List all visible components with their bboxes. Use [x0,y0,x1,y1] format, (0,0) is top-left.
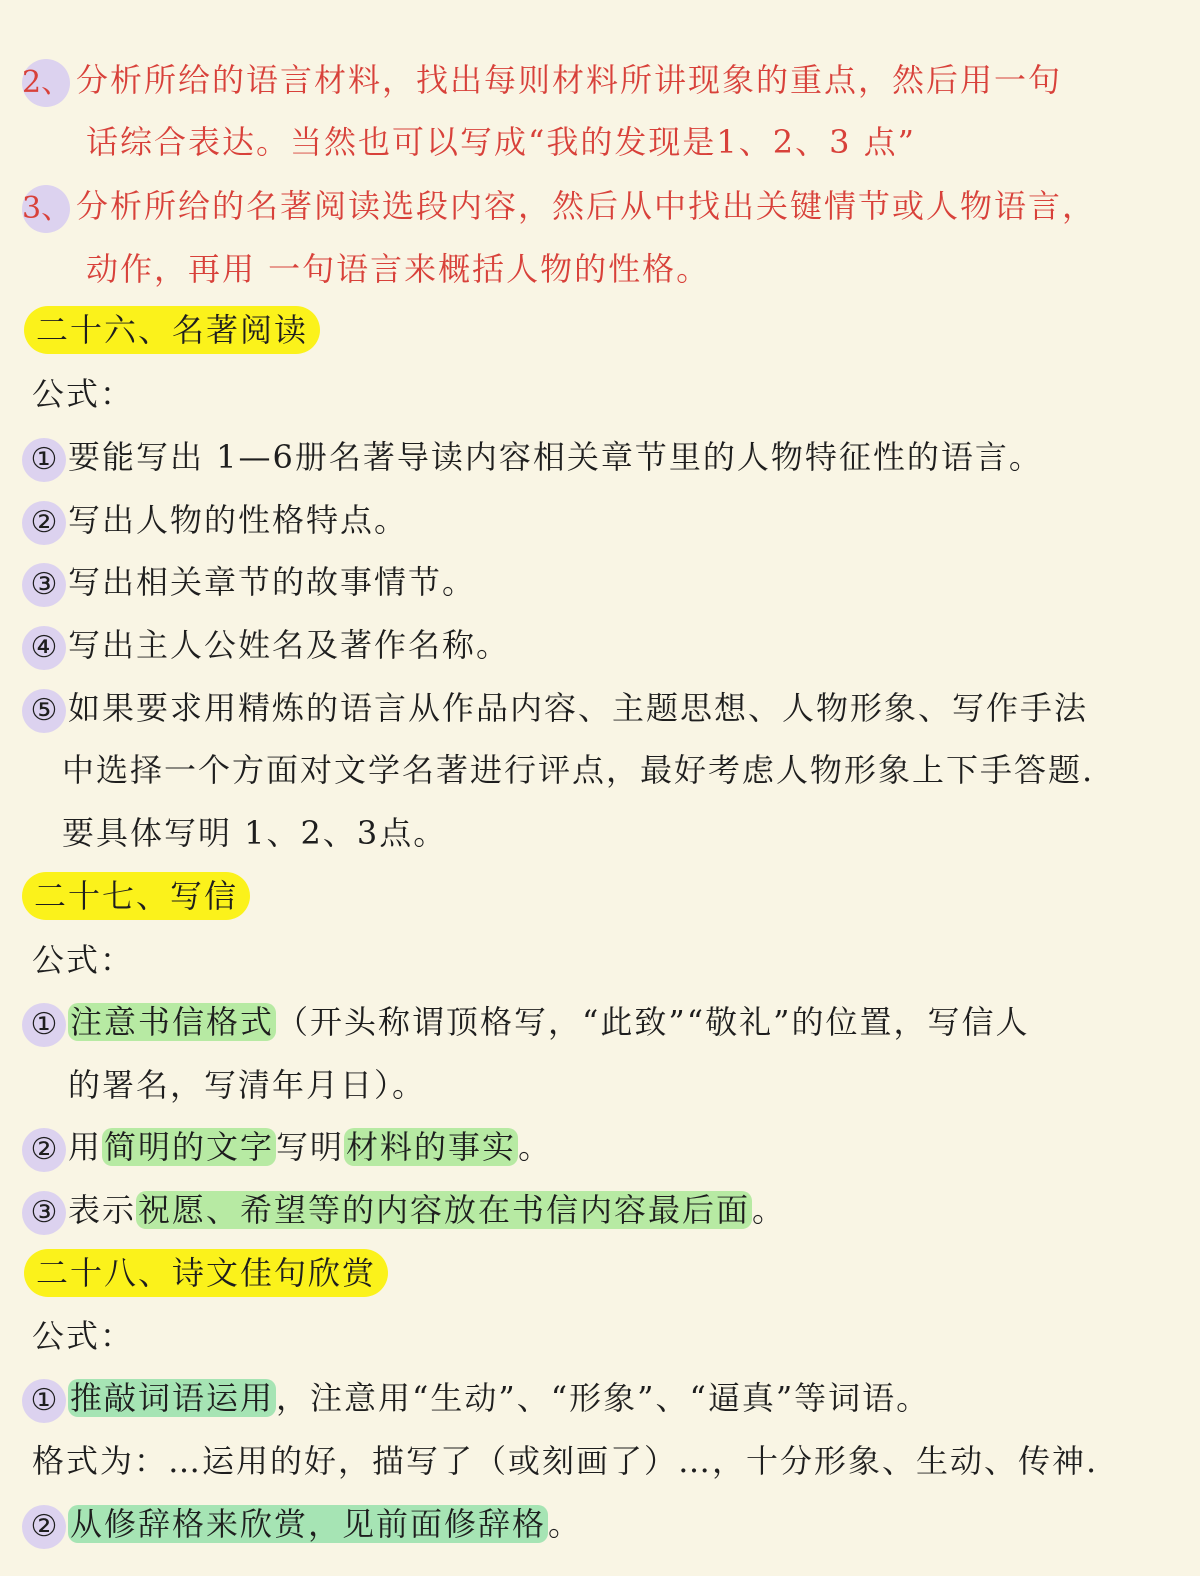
item-text: ，注意用“生动”、“形象”、“逼真”等词语。 [276,1379,931,1417]
s28-item-2 [22,1500,582,1548]
item-text: 要能写出 1—6册名著导读内容相关章节里的人物特征性的语言。 [68,438,1043,476]
section-28-formula-label: 公式： [32,1317,135,1355]
s28-format-line: 格式为：…运用的好，描写了（或刻画了）…，十分形象、生动、传神. [32,1442,1099,1480]
s27-item-1-cont: 的署名，写清年月日）。 [68,1066,427,1104]
circled-number: ② [22,501,66,545]
highlighted-text: 推敲词语运用 [70,1379,275,1417]
tip-text: 分析所给的语言材料，找出每则材料所讲现象的重点，然后用一句 [76,61,1063,99]
section-title: 二十七、写信 [22,872,250,920]
item-text: 表示 [68,1191,137,1229]
item-text: 写明 [276,1128,345,1166]
section-title: 二十八、诗文佳句欣赏 [24,1249,388,1297]
s27-item-2 [22,1123,552,1171]
s26-item-5 [22,684,1088,732]
circled-number: ④ [22,626,66,670]
item-text: 。 [548,1505,583,1543]
tip-text: 分析所给的名著阅读选段内容，然后从中找出关键情节或人物语言， [76,187,1097,225]
item-text: 写出相关章节的故事情节。 [68,563,477,601]
s27-item-1 [22,998,1029,1046]
s27-item-3 [22,1186,786,1234]
circled-number: ② [22,1128,66,1172]
section-27-formula-label: 公式： [32,941,135,979]
s26-item-5-cont-2: 要具体写明 1、2、3点。 [62,814,448,852]
section-28-heading [24,1249,388,1297]
section-title: 二十六、名著阅读 [24,306,320,354]
item-text: 用 [68,1128,103,1166]
s26-item-3 [22,558,476,606]
section-26-heading [24,306,320,354]
highlighted-text: 从修辞格来欣赏，见前面修辞格 [70,1505,547,1543]
tip-2-line-2: 话综合表达。当然也可以写成“我的发现是1、2、3 点” [86,123,916,161]
section-27-heading [22,872,250,920]
s26-item-4 [22,621,510,669]
highlighted-text: 材料的事实 [346,1128,517,1166]
highlighted-text: 简明的文字 [104,1128,275,1166]
tip-3-line-1 [22,182,1096,230]
tip-2-line-1 [22,56,1062,104]
item-text: 如果要求用精炼的语言从作品内容、主题思想、人物形象、写作手法 [68,689,1089,727]
circled-number: ① [22,1003,66,1047]
s26-item-1 [22,433,1043,481]
item-text: （开头称谓顶格写，“此致”“敬礼”的位置，写信人 [276,1003,1030,1041]
item-text: 写出人物的性格特点。 [68,501,409,539]
item-text: 。 [518,1128,553,1166]
tip-number-badge: 2、 [22,59,70,107]
s28-item-1 [22,1374,930,1422]
s26-item-5-cont-1: 中选择一个方面对文学名著进行评点，最好考虑人物形象上下手答题. [62,751,1095,789]
highlighted-text: 祝愿、希望等的内容放在书信内容最后面 [138,1191,751,1229]
circled-number: ① [22,1379,66,1423]
circled-number: ② [22,1505,66,1549]
item-text: 写出主人公姓名及著作名称。 [68,626,511,664]
circled-number: ③ [22,563,66,607]
tip-3-line-2: 动作，再用 一句语言来概括人物的性格。 [86,250,711,288]
tip-number-badge: 3、 [22,185,70,233]
section-26-formula-label: 公式： [32,375,135,413]
circled-number: ⑤ [22,689,66,733]
circled-number: ③ [22,1191,66,1235]
circled-number: ① [22,438,66,482]
highlighted-text: 注意书信格式 [70,1003,275,1041]
item-text: 。 [752,1191,787,1229]
s26-item-2 [22,496,408,544]
